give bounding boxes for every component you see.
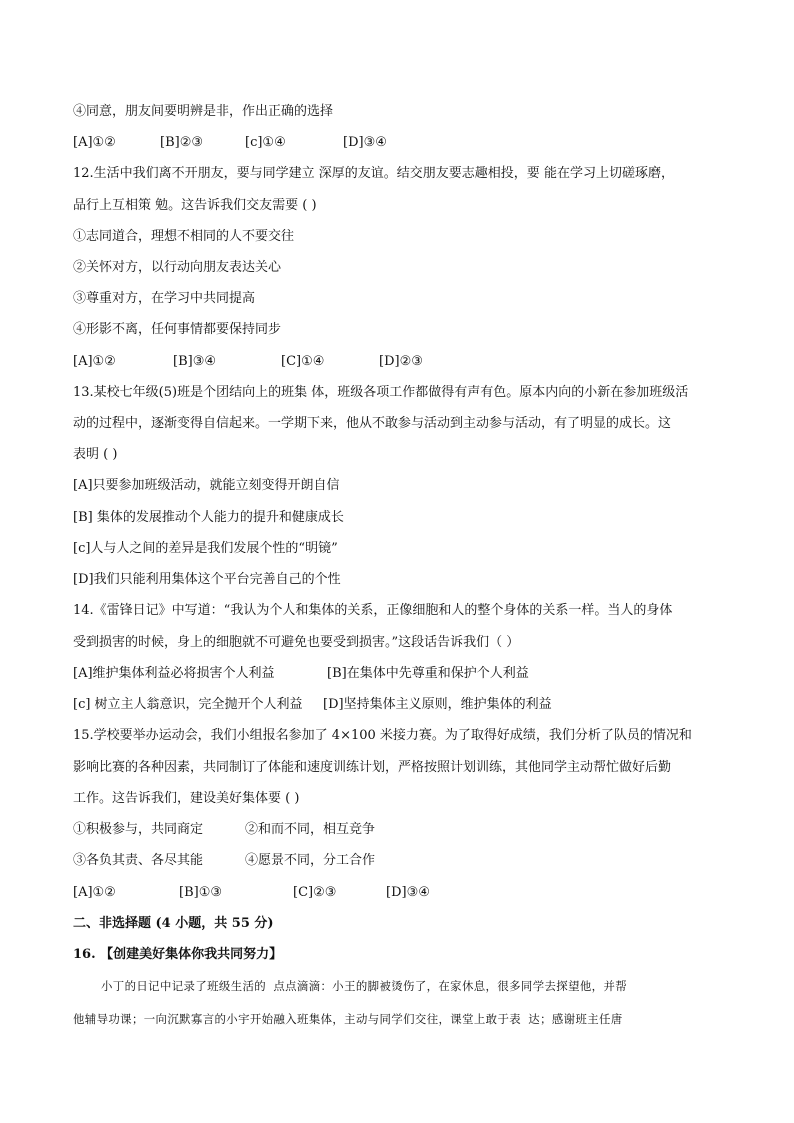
q15-item3: ③各负其责、各尽其能: [73, 853, 204, 868]
q11-item4: ④同意，朋友间要明辨是非，作出正确的选择: [73, 104, 334, 119]
q14-option-a: [A]维护集体利益必将损害个人利益: [73, 666, 275, 681]
q13-option-a: [A]只要参加班级活动，就能立刻变得开朗自信: [73, 478, 340, 493]
q12-option-a: [A]①②: [73, 354, 116, 369]
q15-stem-line2: 影响比赛的各种因素，共同制订了体能和速度训练计划，严格按照计划训练，其他同学主动帮忙做好后勤: [73, 760, 672, 775]
q11-option-c: [c]①④: [245, 135, 286, 150]
q16-heading: 16. 【创建美好集体你我共同努力】: [73, 947, 283, 962]
q16-diary-line1: 小丁的日记中记录了班级生活的 点点滴滴：小王的脚被烫伤了，在家休息，很多同学去探望他，并帮: [101, 979, 628, 993]
q14-option-d: [D]坚持集体主义原则，维护集体的利益: [323, 697, 552, 712]
q12-stem-line1: 12.生活中我们离不开朋友，要与同学建立 深厚的友谊。结交朋友要志趣相投，要 能在学习上切磋琢磨，: [73, 166, 674, 181]
q15-item2: ②和而不同，相互竞争: [245, 822, 376, 837]
q15-stem-line1: 15.学校要举办运动会，我们小组报名参加了 4×100 米接力赛。为了取得好成绩，我们分析了队员的情况和: [73, 728, 692, 743]
q12-item2: ②关怀对方，以行动向朋友表达关心: [73, 260, 282, 275]
q15-option-a: [A]①②: [73, 885, 116, 900]
q14-stem-line2: 受到损害的时候，身上的细胞就不可避免也要受到损害。”这段话告诉我们（ ）: [73, 635, 520, 650]
q12-option-d: [D]②③: [379, 354, 423, 369]
q11-option-a: [A]①②: [73, 135, 116, 150]
q12-item4: ④形影不离，任何事情都要保持同步: [73, 322, 282, 337]
q14-option-c: [c] 树立主人翁意识，完全抛开个人利益: [73, 697, 303, 712]
q16-diary-line2: 他辅导功课；一向沉默寡言的小宇开始融入班集体，主动与同学们交往，课堂上敢于表 达；感谢班主任唐: [73, 1012, 623, 1026]
q13-stem-line3: 表明 ( ): [73, 447, 118, 462]
q13-option-d: [D]我们只能利用集体这个平台完善自己的个性: [73, 572, 341, 587]
q12-item1: ①志同道合，理想不相同的人不要交往: [73, 229, 295, 244]
q11-option-b: [B]②③: [160, 135, 204, 150]
q15-option-d: [D]③④: [386, 885, 430, 900]
q15-option-c: [C]②③: [293, 885, 337, 900]
section-title: 二、非选择题 (4 小题，共 55 分): [73, 916, 274, 931]
q12-item3: ③尊重对方，在学习中共同提高: [73, 291, 256, 306]
q15-option-b: [B]①③: [179, 885, 223, 900]
q15-stem-line3: 工作。这告诉我们，建设美好集体要 ( ): [73, 791, 300, 806]
q12-option-b: [B]③④: [173, 354, 217, 369]
q13-option-c: [c]人与人之间的差异是我们发展个性的“明镜”: [73, 541, 338, 556]
q15-item4: ④愿景不同，分工合作: [245, 853, 376, 868]
q14-option-b: [B]在集体中先尊重和保护个人利益: [327, 666, 529, 681]
q12-stem-line2: 品行上互相策 勉。这告诉我们交友需要 ( ): [73, 198, 317, 213]
q12-option-c: [C]①④: [281, 354, 325, 369]
q14-stem-line1: 14.《雷锋日记》中写道：“我认为个人和集体的关系，正像细胞和人的整个身体的关系一样。当人的身体: [73, 603, 673, 618]
q15-item1: ①积极参与，共同商定: [73, 822, 204, 837]
q11-option-d: [D]③④: [343, 135, 387, 150]
q13-option-b: [B] 集体的发展推动个人能力的提升和健康成长: [73, 510, 344, 525]
q13-stem-line2: 动的过程中，逐渐变得自信起来。一学期下来，他从不敢参与活动到主动参与活动，有了明显的成长。这: [73, 416, 672, 431]
q13-stem-line1: 13.某校七年级(5)班是个团结向上的班集 体，班级各项工作都做得有声有色。原本内向的小新在参加班级活: [73, 385, 689, 400]
